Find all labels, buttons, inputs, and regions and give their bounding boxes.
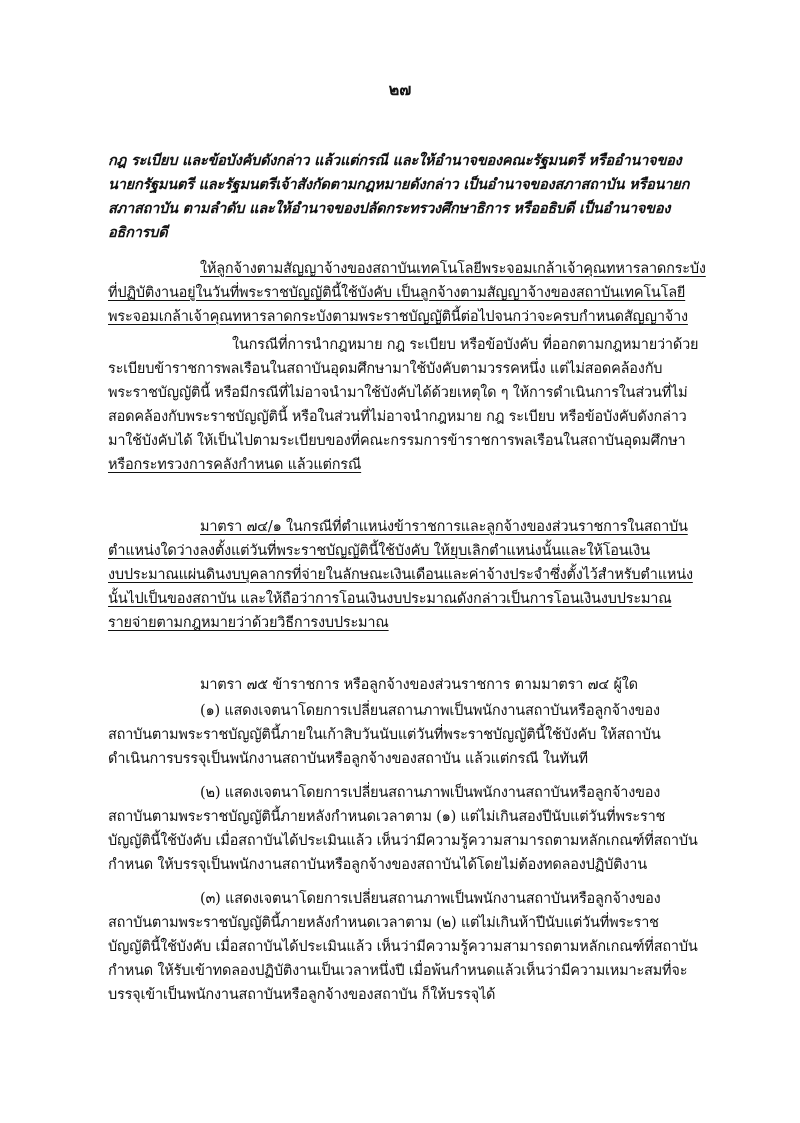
p5-line-6: สถาบันตามพระราชบัญญัตินี้ภายหลังกำหนดเวลาตาม (๑) แต่ไม่เกินสองปีนับแต่วันที่พระราช (108, 809, 666, 825)
p5-line-2: (๑) แสดงเจตนาโดยการเปลี่ยนสถานภาพเป็นพนักงานสถาบันหรือลูกจ้างของ (200, 703, 660, 719)
p3-line-4: สอดคล้องกับพระราชบัญญัตินี้ หรือในส่วนที่ไม่อาจนำกฎหมาย กฎ ระเบียบ หรือข้อบังคับดังกล่าว (108, 409, 687, 425)
p1-line-1: กฎ ระเบียบ และข้อบังคับดังกล่าว แล้วแต่กรณี และให้อำนาจของคณะรัฐมนตรี หรืออำนาจของ (108, 152, 682, 169)
p5-line-13: บรรจุเข้าเป็นพนักงานสถาบันหรือลูกจ้างของสถาบัน ก็ให้บรรจุได้ (108, 987, 496, 1003)
p3-line-1: ในกรณีที่การนำกฎหมาย กฎ ระเบียบ หรือข้อบังคับ ที่ออกตามกฎหมายว่าด้วย (232, 337, 699, 353)
p3-line-3: พระราชบัญญัตินี้ หรือมีกรณีที่ไม่อาจนำมาใช้บังคับได้ด้วยเหตุใด ๆ ให้การดำเนินการในส่วนที่ไม่ (108, 385, 688, 401)
p1-line-2: นายกรัฐมนตรี และรัฐมนตรีเจ้าสังกัดตามกฎหมายดังกล่าว เป็นอำนาจของสภาสถาบัน หรือนายก (108, 176, 690, 193)
p5-line-11: บัญญัตินี้ใช้บังคับ เมื่อสถาบันได้ประเมินแล้ว เห็นว่ามีความรู้ความสามารถตามหลักเกณฑ์ที่สถาบัน (108, 939, 698, 955)
p2-line-2: ที่ปฏิบัติงานอยู่ในวันที่พระราชบัญญัตินี้ใช้บังคับ เป็นลูกจ้างตามสัญญาจ้างของสถาบันเทคโนโลยี (108, 285, 686, 301)
page-number: ๒๗ (388, 80, 412, 99)
p2-line-1: ให้ลูกจ้างตามสัญญาจ้างของสถาบันเทคโนโลยีพระจอมเกล้าเจ้าคุณทหารลาดกระบัง (200, 261, 706, 277)
p5-line-9: (๓) แสดงเจตนาโดยการเปลี่ยนสถานภาพเป็นพนักงานสถาบันหรือลูกจ้างของ (200, 891, 661, 907)
p4-line-5: รายจ่ายตามกฎหมายว่าด้วยวิธีการงบประมาณ (108, 615, 389, 631)
p5-line-4: ดำเนินการบรรจุเป็นพนักงานสถาบันหรือลูกจ้างของสถาบัน แล้วแต่กรณี ในทันที (108, 751, 588, 767)
p5-line-5: (๒) แสดงเจตนาโดยการเปลี่ยนสถานภาพเป็นพนักงานสถาบันหรือลูกจ้างของ (200, 785, 661, 801)
p5-line-10: สถาบันตามพระราชบัญญัตินี้ภายหลังกำหนดเวลาตาม (๒) แต่ไม่เกินห้าปีนับแต่วันที่พระราช (108, 915, 659, 931)
p1-line-4: อธิการบดี (108, 224, 168, 241)
p3-line-5: มาใช้บังคับได้ ให้เป็นไปตามระเบียบของที่คณะกรรมการข้าราชการพลเรือนในสถาบันอุดมศึกษา (108, 433, 686, 449)
p4-line-4: นั้นไปเป็นของสถาบัน และให้ถือว่าการโอนเงินงบประมาณดังกล่าวเป็นการโอนเงินงบประมาณ (108, 591, 672, 607)
p5-line-8: กำหนด ให้บรรจุเป็นพนักงานสถาบันหรือลูกจ้างของสถาบันได้โดยไม่ต้องทดลองปฏิบัติงาน (108, 857, 647, 873)
p4-line-1: มาตรา ๗๔/๑ ในกรณีที่ตำแหน่งข้าราชการและลูกจ้างของส่วนราชการในสถาบัน (200, 519, 688, 535)
p5-line-3: สถาบันตามพระราชบัญญัตินี้ภายในเก้าสิบวันนับแต่วันที่พระราชบัญญัตินี้ใช้บังคับ ให้สถาบัน (108, 727, 661, 743)
p5-line-7: บัญญัตินี้ใช้บังคับ เมื่อสถาบันได้ประเมินแล้ว เห็นว่ามีความรู้ความสามารถตามหลักเกณฑ์ที่สถาบัน (108, 833, 698, 849)
p5-line-12: กำหนด ให้รับเข้าทดลองปฏิบัติงานเป็นเวลาหนึ่งปี เมื่อพ้นกำหนดแล้วเห็นว่ามีความเหมาะสมที่จะ (108, 963, 688, 979)
p2-line-3: พระจอมเกล้าเจ้าคุณทหารลาดกระบังตามพระราชบัญญัตินี้ต่อไปจนกว่าจะครบกำหนดสัญญาจ้าง (108, 309, 688, 325)
p3-line-6: หรือกระทรวงการคลังกำหนด แล้วแต่กรณี (108, 457, 362, 473)
p3-line-2: ระเบียบข้าราชการพลเรือนในสถาบันอุดมศึกษามาใช้บังคับตามวรรคหนึ่ง แต่ไม่สอดคล้องกับ (108, 361, 663, 377)
p5-line-1: มาตรา ๗๕ ข้าราชการ หรือลูกจ้างของส่วนราชการ ตามมาตรา ๗๔ ผู้ใด (200, 677, 638, 693)
p4-line-3: งบประมาณแผ่นดินงบบุคลากรที่จ่ายในลักษณะเงินเดือนและค่าจ้างประจำซึ่งตั้งไว้สำหรับตำแหน่ง (108, 567, 693, 583)
p1-line-3: สภาสถาบัน ตามลำดับ และให้อำนาจของปลัดกระทรวงศึกษาธิการ หรืออธิบดี เป็นอำนาจของ (108, 200, 671, 217)
p4-line-2: ตำแหน่งใดว่างลงตั้งแต่วันที่พระราชบัญญัตินี้ใช้บังคับ ให้ยุบเลิกตำแหน่งนั้นและให้โอนเงิน (108, 543, 650, 559)
